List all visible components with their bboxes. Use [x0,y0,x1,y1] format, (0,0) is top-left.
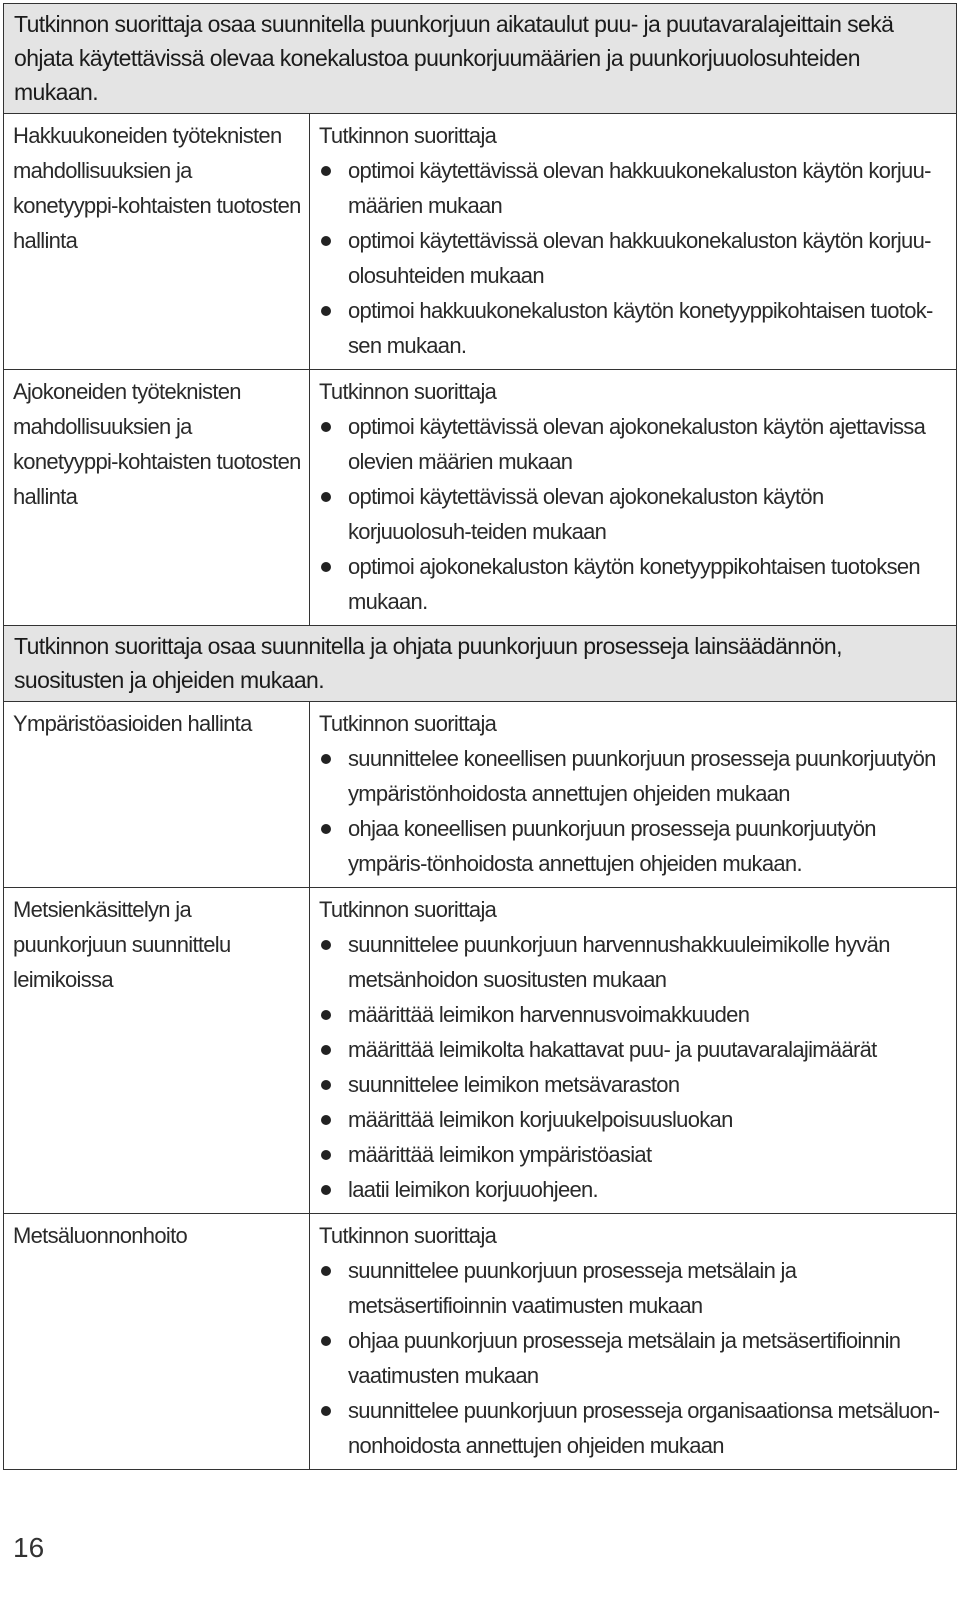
bullet-icon [321,1185,331,1195]
list-item [319,549,948,619]
list-item-text: optimoi käytettävissä olevan hakkuukonekaluston käytön korjuu-olosuhteiden mukaan [348,228,931,288]
list-item [319,741,948,811]
list-item [319,409,948,479]
row-content [310,1214,957,1470]
bullet-icon [321,306,331,316]
bullet-icon [321,562,331,572]
row-content [310,370,957,626]
list-item [319,1067,948,1102]
list-item [319,1172,948,1207]
table-row [4,702,957,888]
list-item [319,1253,948,1323]
bullet-list [319,153,948,363]
bullet-list [319,409,948,619]
bullet-icon [321,236,331,246]
table-row [4,1214,957,1470]
table-row [4,114,957,370]
bullet-icon [321,166,331,176]
list-item [319,293,948,363]
table-row [4,370,957,626]
row-label: Ympäristöasioiden hallinta [4,702,310,888]
list-item-text: määrittää leimikon ympäristöasiat [348,1142,652,1167]
row-label: Ajokoneiden työteknisten mahdollisuuksien ja konetyyppi-kohtaisten tuotosten hallinta [4,370,310,626]
list-item-text: optimoi käytettävissä olevan ajokonekaluston käytön ajettavissa olevien määrien mukaan [348,414,926,474]
list-item-text: määrittää leimikolta hakattavat puu- ja puutavaralajimäärät [348,1037,877,1062]
bullet-list [319,927,948,1207]
table-row [4,888,957,1214]
bullet-icon [321,824,331,834]
list-item-text: suunnittelee puunkorjuun prosesseja metsälain ja metsäsertifioinnin vaatimusten mukaan [348,1258,797,1318]
bullet-icon [321,1045,331,1055]
bullet-icon [321,754,331,764]
bullet-icon [321,1150,331,1160]
list-item-text: suunnittelee leimikon metsävaraston [348,1072,680,1097]
section-heading: Tutkinnon suorittaja osaa suunnitella ja ohjata puunkorjuun prosesseja lainsäädännön, suositusten ja ohjeiden mukaan. [4,626,957,702]
section-heading-row [4,626,957,702]
row-lead: Tutkinnon suorittaja [319,1223,497,1248]
list-item-text: ohjaa puunkorjuun prosesseja metsälain ja metsäsertifioinnin vaatimusten mukaan [348,1328,901,1388]
row-lead: Tutkinnon suorittaja [319,711,497,736]
criteria-table [3,3,957,1470]
list-item-text: määrittää leimikon korjuukelpoisuusluokan [348,1107,733,1132]
bullet-icon [321,1266,331,1276]
bullet-icon [321,422,331,432]
bullet-icon [321,1406,331,1416]
row-label: Metsienkäsittelyn ja puunkorjuun suunnittelu leimikoissa [4,888,310,1214]
bullet-icon [321,1010,331,1020]
list-item [319,997,948,1032]
bullet-icon [321,492,331,502]
list-item [319,811,948,881]
page-number: 16 [13,1532,45,1563]
row-content [310,702,957,888]
list-item-text: ohjaa koneellisen puunkorjuun prosesseja puunkorjuutyön ympäris-tönhoidosta annettujen ohjeiden mukaan. [348,816,876,876]
row-lead: Tutkinnon suorittaja [319,379,497,404]
row-content [310,888,957,1214]
row-lead: Tutkinnon suorittaja [319,897,497,922]
list-item [319,223,948,293]
list-item-text: optimoi käytettävissä olevan ajokonekaluston käytön korjuuolosuh-teiden mukaan [348,484,824,544]
bullet-list [319,741,948,881]
section-heading-row [4,4,957,114]
list-item [319,153,948,223]
row-label: Hakkuukoneiden työteknisten mahdollisuuksien ja konetyyppi-kohtaisten tuotosten hallinta [4,114,310,370]
list-item [319,1102,948,1137]
list-item [319,927,948,997]
row-content [310,114,957,370]
section-heading: Tutkinnon suorittaja osaa suunnitella puunkorjuun aikataulut puu- ja puutavaralajeittain sekä ohjata käytettävissä olevaa konekalustoa puunkorjuumäärien ja puunkorjuuolosuhteiden mukaan. [4,4,957,114]
list-item-text: optimoi hakkuukonekaluston käytön konetyyppikohtaisen tuotok-sen mukaan. [348,298,933,358]
list-item [319,1032,948,1067]
bullet-icon [321,1115,331,1125]
bullet-icon [321,1336,331,1346]
bullet-list [319,1253,948,1463]
bullet-icon [321,1080,331,1090]
list-item [319,1137,948,1172]
list-item-text: määrittää leimikon harvennusvoimakkuuden [348,1002,750,1027]
list-item-text: suunnittelee puunkorjuun harvennushakkuuleimikolle hyvän metsänhoidon suositusten mukaan [348,932,890,992]
list-item-text: optimoi käytettävissä olevan hakkuukonekaluston käytön korjuu-määrien mukaan [348,158,931,218]
row-lead: Tutkinnon suorittaja [319,123,497,148]
list-item-text: suunnittelee puunkorjuun prosesseja organisaationsa metsäluon-nonhoidosta annettujen ohjeiden mukaan [348,1398,940,1458]
list-item [319,1323,948,1393]
list-item-text: suunnittelee koneellisen puunkorjuun prosesseja puunkorjuutyön ympäristönhoidosta annettujen ohjeiden mukaan [348,746,936,806]
list-item-text: laatii leimikon korjuuohjeen. [348,1177,598,1202]
row-label: Metsäluonnonhoito [4,1214,310,1470]
list-item [319,1393,948,1463]
bullet-icon [321,940,331,950]
list-item-text: optimoi ajokonekaluston käytön konetyyppikohtaisen tuotoksen mukaan. [348,554,920,614]
list-item [319,479,948,549]
